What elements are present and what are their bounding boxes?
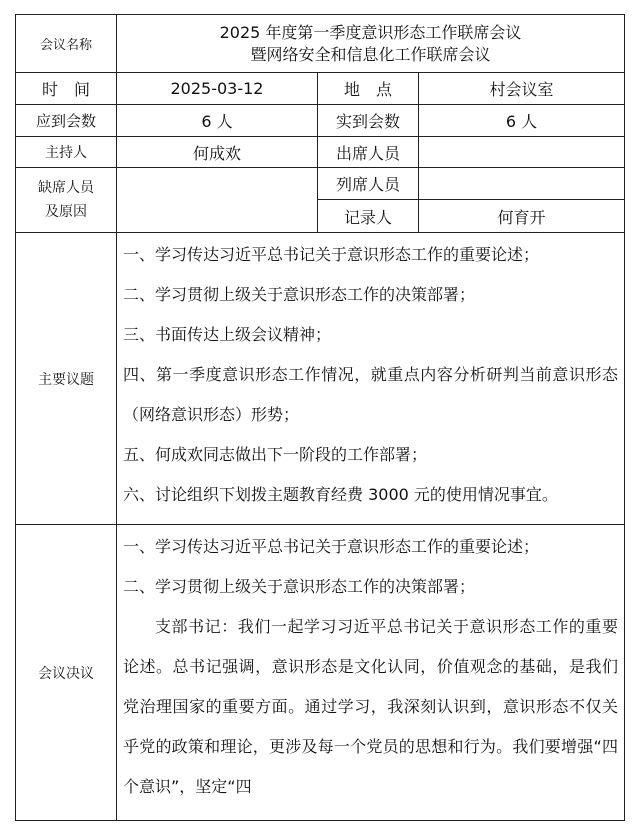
host-row bbox=[16, 137, 625, 168]
absent-label-line2: 及原因 bbox=[45, 204, 87, 220]
observers-value bbox=[419, 168, 625, 200]
attendance-count-row bbox=[16, 105, 625, 137]
observers-label: 列席人员 bbox=[318, 168, 419, 200]
host-label: 主持人 bbox=[16, 137, 117, 168]
attendees-label: 出席人员 bbox=[318, 137, 419, 168]
topic-item: 一、学习传达习近平总书记关于意识形态工作的重要论述； bbox=[123, 245, 540, 264]
meeting-name-line1: 2025 年度第一季度意识形态工作联席会议 bbox=[219, 22, 522, 42]
topic-item: 四、第一季度意识形态工作情况，就重点内容分析研判当前意识形态（网络意识形态）形势； bbox=[123, 365, 618, 424]
resolution-item: 二、学习贯彻上级关于意识形态工作的决策部署； bbox=[123, 577, 476, 596]
topic-item: 三、书面传达上级会议精神； bbox=[123, 325, 332, 344]
meeting-name-value bbox=[117, 15, 625, 73]
time-place-row bbox=[16, 73, 625, 105]
place-label: 地 点 bbox=[318, 73, 419, 105]
resolutions-row bbox=[16, 525, 625, 821]
topics-row bbox=[16, 233, 625, 525]
place-value: 村会议室 bbox=[419, 73, 625, 105]
expected-count-label: 应到会数 bbox=[16, 105, 117, 137]
topic-item: 六、讨论组织下划拨主题教育经费 3000 元的使用情况事宜。 bbox=[123, 485, 558, 504]
absent-label-line1: 缺席人员 bbox=[38, 180, 94, 196]
topic-item: 二、学习贯彻上级关于意识形态工作的决策部署； bbox=[123, 285, 476, 304]
recorder-label: 记录人 bbox=[318, 200, 419, 233]
topic-item: 五、何成欢同志做出下一阶段的工作部署； bbox=[123, 445, 428, 464]
absent-label bbox=[16, 168, 117, 233]
host-value: 何成欢 bbox=[117, 137, 318, 168]
resolution-paragraph: 支部书记：我们一起学习习近平总书记关于意识形态工作的重要论述。总书记强调，意识形态是文化认同，价值观念的基础，是我们党治理国家的重要方面。通过学习，我深刻认识到，意识形态不仅关乎党的政策和理论，更涉及每一个党员的思想和行为。我们要增强“四个意识”，坚定“四 bbox=[123, 617, 618, 796]
topics-content bbox=[117, 233, 625, 525]
meeting-name-line2: 暨网络安全和信息化工作联席会议 bbox=[250, 44, 491, 64]
resolutions-label: 会议决议 bbox=[16, 525, 117, 821]
recorder-value: 何育开 bbox=[419, 200, 625, 233]
resolutions-content bbox=[117, 525, 625, 821]
observers-row bbox=[16, 168, 625, 200]
meeting-name-row bbox=[16, 15, 625, 73]
actual-count-label: 实到会数 bbox=[318, 105, 419, 137]
absent-value bbox=[117, 168, 318, 233]
topics-label: 主要议题 bbox=[16, 233, 117, 525]
meeting-name-label: 会议名称 bbox=[16, 15, 117, 73]
time-label: 时 间 bbox=[16, 73, 117, 105]
time-value: 2025-03-12 bbox=[117, 73, 318, 105]
actual-count-value: 6 人 bbox=[419, 105, 625, 137]
resolutions-clip bbox=[123, 527, 618, 818]
attendees-value bbox=[419, 137, 625, 168]
meeting-record-table bbox=[15, 14, 625, 821]
resolution-item: 一、学习传达习近平总书记关于意识形态工作的重要论述； bbox=[123, 537, 540, 556]
expected-count-value: 6 人 bbox=[117, 105, 318, 137]
